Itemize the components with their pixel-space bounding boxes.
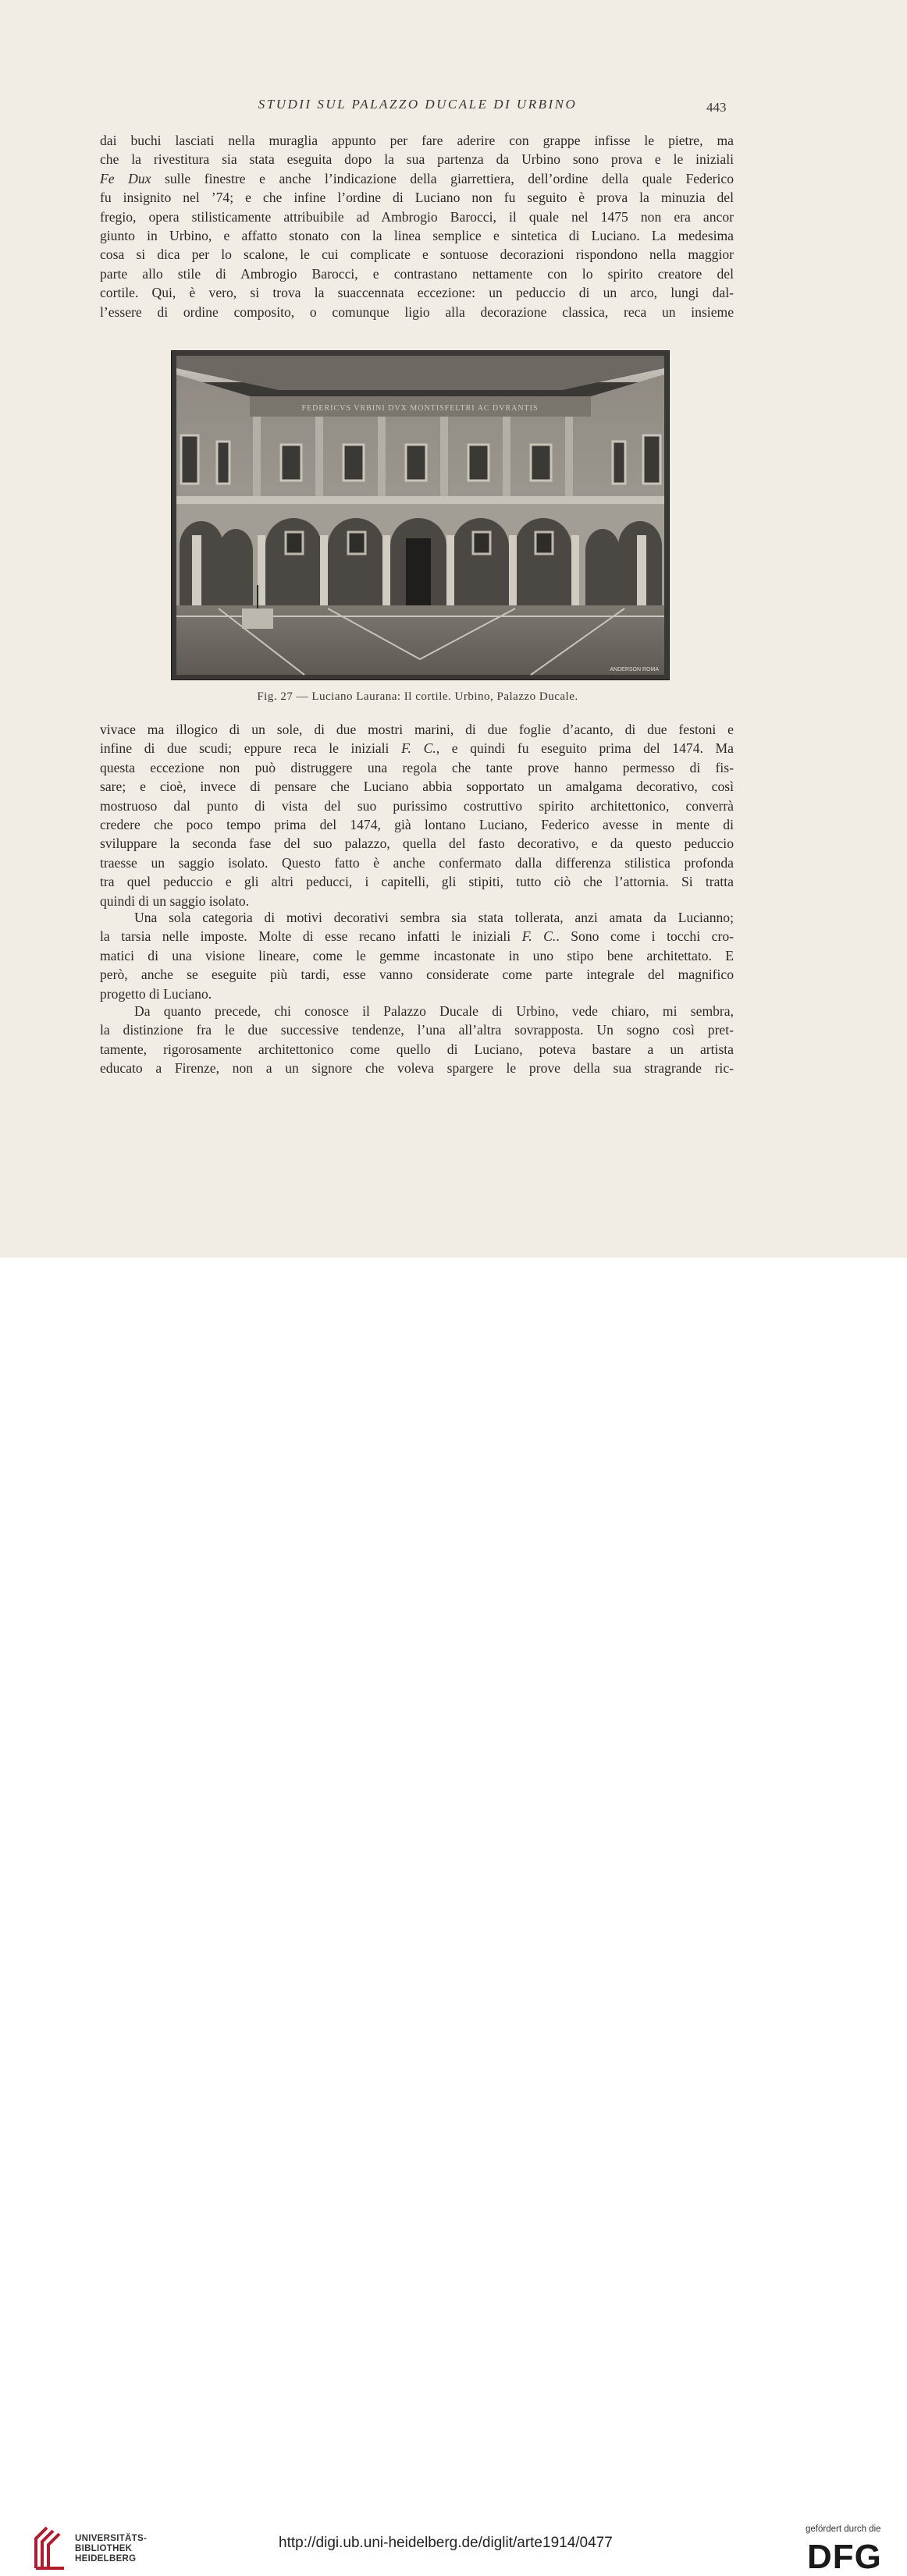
text-line: parte allo stile di Ambrogio Barocci, e contrastano nettamente con lo spirito creatore del <box>100 265 734 282</box>
paragraph-1 <box>100 131 734 321</box>
italic-initials: F. C. <box>401 740 436 757</box>
figure-caption: Fig. 27 — Luciano Laurana: Il cortile. Urbino, Palazzo Ducale. <box>257 690 578 703</box>
dfg-logo: DFG <box>807 2538 882 2576</box>
page-number: 443 <box>706 100 727 115</box>
text-line: educato a Firenze, non a un signore che voleva spargere le prove della sua stragrande ric- <box>100 1060 734 1077</box>
text-line: mostruoso dal punto di vista del suo purissimo costruttivo spirito architettonico, converrà <box>100 797 734 814</box>
library-name-line: BIBLIOTHEK <box>75 2544 133 2553</box>
text-line: progetto di Luciano. <box>100 985 212 1002</box>
text-line <box>100 927 734 946</box>
text-line: dai buchi lasciati nella muraglia appunto per fare aderire con grappe infisse le pietre, ma <box>100 133 734 148</box>
university-library-logo-icon <box>33 2525 67 2571</box>
paragraph-2 <box>100 720 734 910</box>
courtyard-illustration <box>172 351 669 679</box>
text-line: quindi di un saggio isolato. <box>100 892 250 909</box>
text-line: Da quanto precede, chi conosce il Palazzo Ducale di Urbino, vede chiaro, mi sembra, <box>134 1003 734 1019</box>
permalink-url[interactable]: http://digi.ub.uni-heidelberg.de/diglit/arte1914/0477 <box>279 2535 613 2551</box>
paragraph-4 <box>100 1002 734 1078</box>
text-line: traesse un saggio isolato. Questo fatto è anche confermato dalla differenza stilistica profonda <box>100 854 734 871</box>
text-line: l’essere di ordine composito, o comunque ligio alla decorazione classica, reca un insieme <box>100 303 734 320</box>
text-line: tra quel peduccio e gli altri peducci, i capitelli, gli stipiti, tutto ciò che l’attornia. Si tratta <box>100 874 734 890</box>
text-line: fregio, opera stilisticamente attribuibile ad Ambrogio Barocci, il quale nel 1475 non era ancor <box>100 208 734 225</box>
digitization-footer <box>0 1258 907 2576</box>
text-line: vivace ma illogico di un sole, di due mostri marini, di due foglie d’acanto, di due festoni e <box>100 722 734 737</box>
italic-initials: F. C. <box>521 928 557 945</box>
paragraph-3 <box>100 908 734 1003</box>
text-line: Una sola categoria di motivi decorativi sembra sia stata tollerata, anzi amata da Lucianno; <box>134 910 734 925</box>
text-line: credere che poco tempo prima del 1474, già lontano Luciano, Federico avesse in mente di <box>100 817 734 833</box>
library-name-line: HEIDELBERG <box>75 2554 137 2564</box>
text-line: giunto in Urbino, e affatto stonato con la linea semplice e sintetica di Luciano. La medesima <box>100 228 734 244</box>
text-line: cosa si dica per lo scalone, le cui complicate e sontuose decorazioni rispondono nella maggior <box>100 247 734 263</box>
text-segment: , e quindi fu eseguito prima del 1474. Ma <box>436 740 734 757</box>
text-line <box>100 739 734 758</box>
funded-by-label: gefördert durch die <box>806 2525 881 2534</box>
text-line: cortile. Qui, è vero, si trova la suaccennata eccezione: un peduccio di un arco, lungi dal- <box>100 285 734 301</box>
text-line <box>100 169 734 188</box>
text-segment: la tarsia nelle imposte. Molte di esse recano infatti le iniziali <box>100 928 511 945</box>
text-line: matici di una visione lineare, come le gemme incastonate in uno stipo bene architettato. E <box>100 947 734 963</box>
text-segment: . Sono come i tocchi cro- <box>556 928 734 945</box>
text-segment: infine di due scudi; eppure reca le iniziali <box>100 740 389 757</box>
running-title: STUDII SUL PALAZZO DUCALE DI URBINO <box>258 97 578 112</box>
text-line: fu insignito nel ’74; e che infine l’ordine di Luciano non fu seguito è prova la minuzia del <box>100 190 734 206</box>
courtyard-photograph <box>171 350 670 680</box>
text-line: sviluppare la seconda fase del suo palazzo, quella del fasto decorativo, e da questo peduccio <box>100 836 734 852</box>
text-segment: sulle finestre e anche l’indicazione della giarrettiera, dell’ordine della quale Federico <box>165 170 734 186</box>
text-line: questa eccezione non può distruggere una regola che tante prove hanno permesso di fis- <box>100 759 734 775</box>
text-line: la distinzione fra le due successive tendenze, l’una all’altra sovrapposta. Un sogno così pret- <box>100 1022 734 1038</box>
text-line: però, anche se eseguite più tardi, esse vanno considerate come parte integrale del magnifico <box>100 967 734 983</box>
text-line: tamente, rigorosamente architettonico come quello di Luciano, poteva bastare a un artista <box>100 1041 734 1057</box>
text-line: che la rivestitura sia stata eseguita dopo la sua partenza da Urbino sono prova e le iniziali <box>100 151 734 168</box>
library-name-line: UNIVERSITÄTS- <box>75 2534 148 2543</box>
library-name <box>75 2534 147 2564</box>
text-line: sare; e cioè, invece di pensare che Luciano abbia sopportato un amalgama decorativo, così <box>100 779 734 795</box>
italic-initials: Fe Dux <box>100 170 151 186</box>
photographer-label: ANDERSON ROMA <box>610 667 659 672</box>
frieze-inscription: FEDERICVS VRBINI DVX MONTISFELTRI AC DVRANTIS <box>301 404 539 413</box>
scanned-page <box>0 0 907 1258</box>
